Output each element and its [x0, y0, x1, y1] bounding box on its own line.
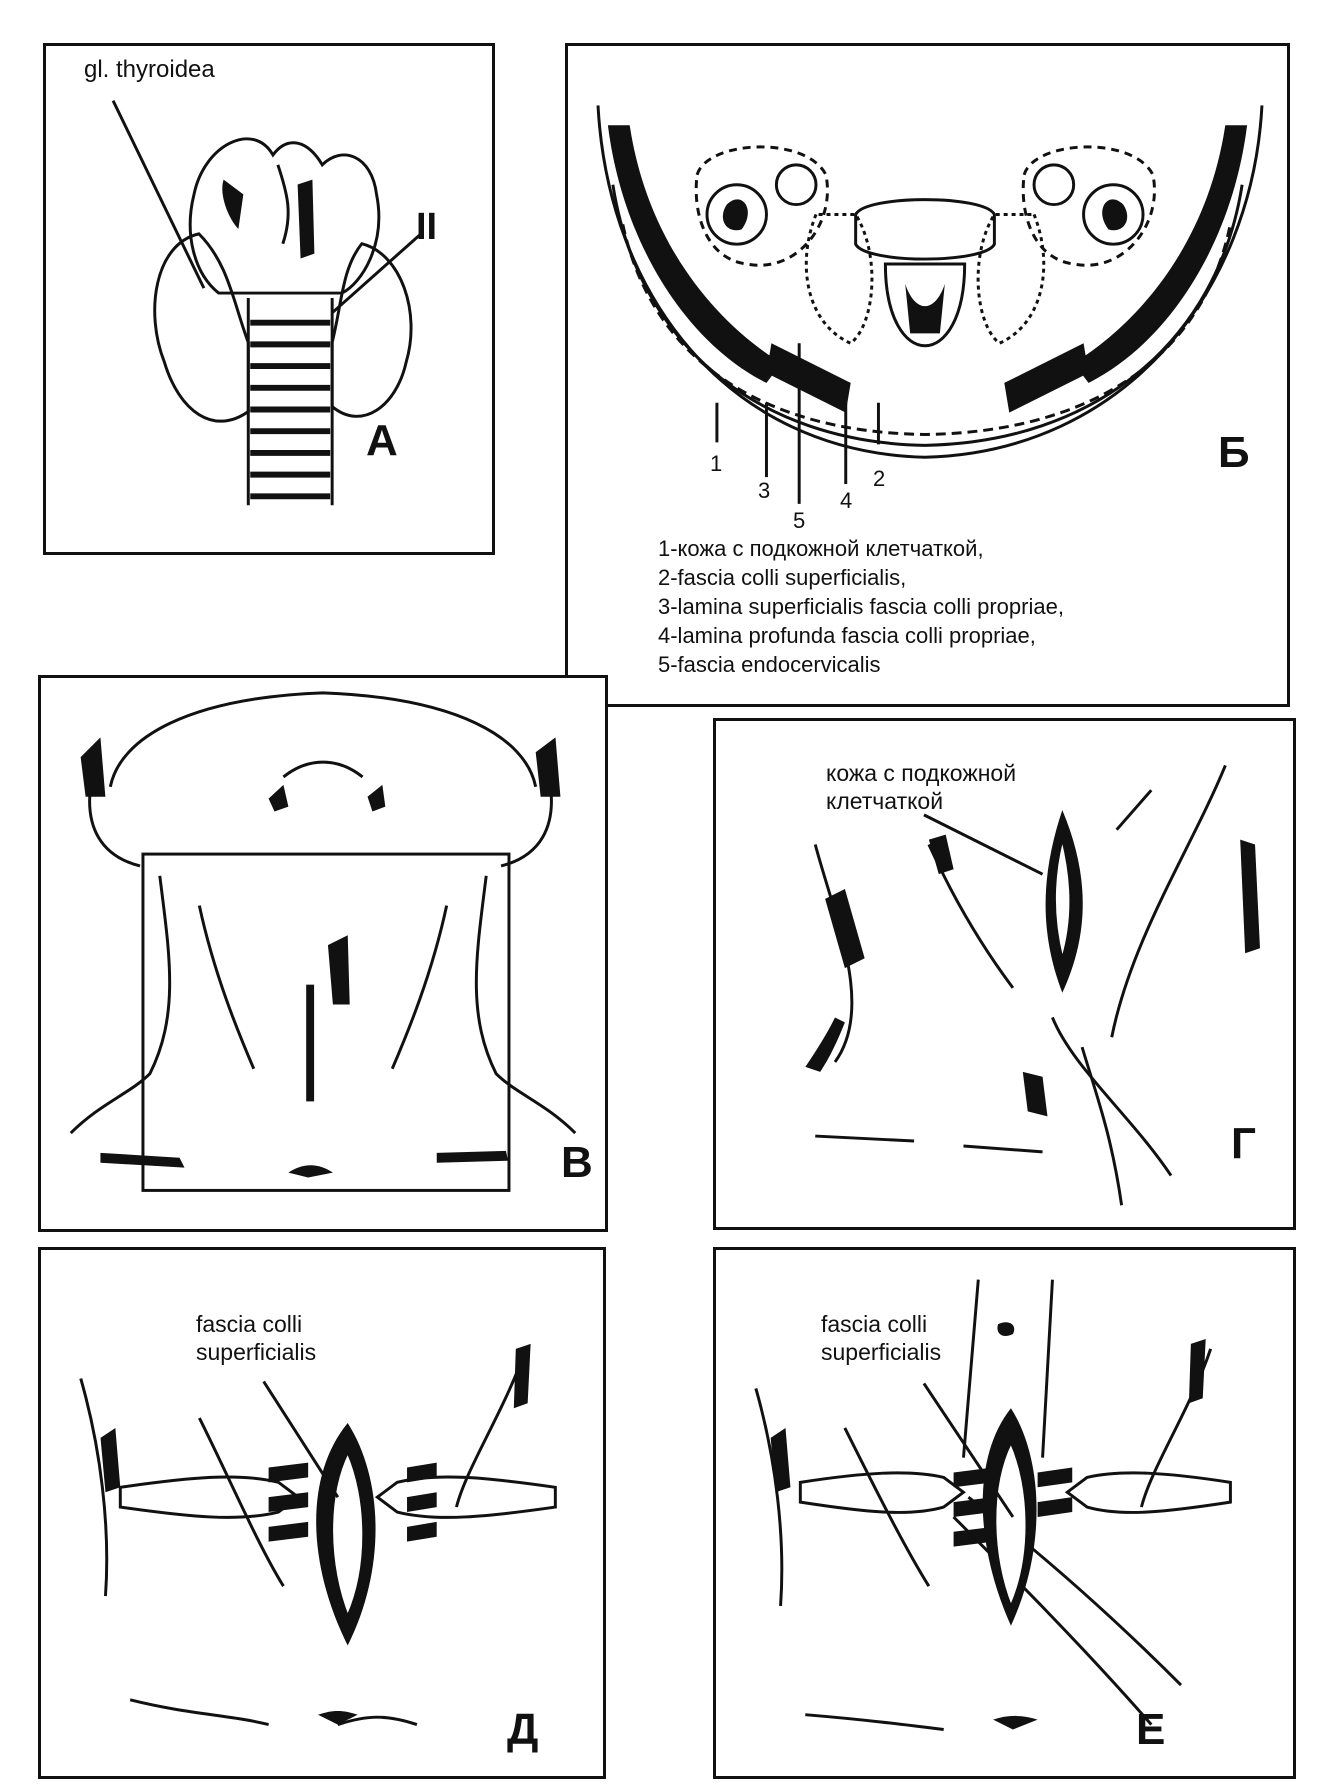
skin-incision-drawing — [716, 721, 1293, 1227]
panel-a — [43, 43, 495, 555]
label-fascia-e-line1: fascia colli — [821, 1311, 928, 1337]
legend — [658, 534, 1064, 679]
legend-item: 4-lamina profunda fascia colli propriae, — [658, 623, 1036, 648]
label-gl-thyroidea: gl. thyroidea — [84, 56, 215, 83]
incision-line — [306, 985, 314, 1102]
label-two: II — [416, 206, 438, 248]
panel-letter-e: Е — [1136, 1705, 1166, 1754]
neck-front-drawing — [41, 678, 605, 1229]
number-1: 1 — [710, 451, 723, 476]
panel-b — [565, 43, 1290, 707]
number-5: 5 — [793, 508, 806, 533]
panel-letter-a: А — [366, 416, 398, 465]
panel-letter-b: Б — [1218, 428, 1250, 477]
panel-g — [713, 718, 1296, 1230]
fascia-exposure-drawing-e — [716, 1250, 1293, 1776]
legend-item: 1-кожа с подкожной клетчаткой, — [658, 536, 984, 561]
fascia-exposure-drawing-d — [41, 1250, 603, 1776]
legend-item: 5-fascia endocervicalis — [658, 652, 881, 677]
panel-letter-d: Д — [507, 1705, 539, 1754]
pointer-thyroid — [113, 101, 204, 288]
label-skin-line1: кожа с подкожной — [826, 760, 1017, 786]
label-fascia-d-line2: superficialis — [196, 1339, 317, 1365]
thyroid-drawing — [46, 46, 492, 552]
panel-d — [38, 1247, 606, 1779]
number-3: 3 — [758, 478, 771, 503]
legend-item: 3-lamina superficialis fascia colli propriae, — [658, 594, 1064, 619]
number-2: 2 — [873, 466, 886, 491]
incision-frame — [143, 854, 509, 1190]
label-fascia-e-line2: superficialis — [821, 1339, 942, 1365]
legend-item: 2-fascia colli superficialis, — [658, 565, 907, 590]
panel-e — [713, 1247, 1296, 1779]
panel-v — [38, 675, 608, 1232]
label-fascia-d-line1: fascia colli — [196, 1311, 303, 1337]
panel-letter-v: В — [561, 1138, 593, 1187]
panel-letter-g: Г — [1231, 1119, 1256, 1168]
label-skin-line2: клетчаткой — [826, 788, 944, 814]
number-4: 4 — [840, 488, 853, 513]
